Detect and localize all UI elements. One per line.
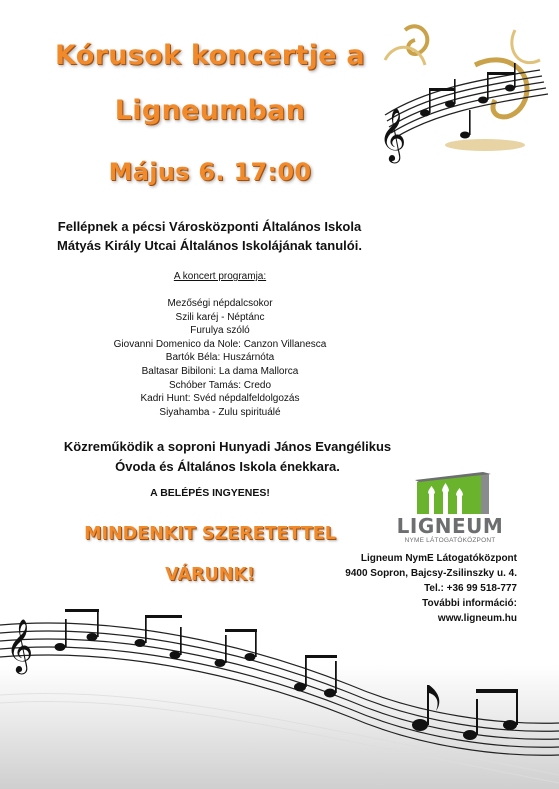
performers-line-2: Mátyás Király Utcai Általános Iskolájának tanulói. <box>57 238 362 253</box>
event-date: Május 6. 17:00 <box>108 158 312 186</box>
program-item: Mezőségi népdalcsokor <box>167 298 273 309</box>
music-staff-decoration <box>0 575 559 789</box>
program-item: Giovanni Domenico da Nole: Canzon Villanesca <box>113 338 327 350</box>
welcome-line-1: MINDENKIT SZERETETTEL <box>84 524 336 544</box>
contact-org: Ligneum NymE Látogatóközpont <box>360 553 517 564</box>
logo-subtitle: NYME LÁTOGATÓKÖZPONT <box>404 537 496 544</box>
program-item: Bartók Béla: Huszárnóta <box>165 352 275 364</box>
program-item: Siyahamba - Zulu spirituálé <box>159 406 281 418</box>
contact-phone: Tel.: +36 99 518-777 <box>424 583 517 594</box>
welcome-line-2: VÁRUNK! <box>165 565 255 585</box>
program-item: Kadri Hunt: Svéd népdalfeldolgozás <box>140 393 300 405</box>
program-label: A koncert programja: <box>173 271 267 282</box>
program-item: Schóber Tamás: Credo <box>168 379 272 391</box>
svg-text:𝄞: 𝄞 <box>6 618 34 672</box>
title-line-2: Ligneumban <box>114 95 306 126</box>
program-item: Szili karéj - Néptánc <box>175 311 265 323</box>
ligneum-logo <box>395 468 505 548</box>
program-item: Baltasar Bibiloni: La dama Mallorca <box>141 365 299 377</box>
contact-info-label: További információ: <box>422 598 517 609</box>
music-notes-decoration <box>365 10 555 170</box>
cooperation-line-1: Közreműködik a soproni Hunyadi János Evangélikus <box>63 439 392 454</box>
performers-line-1: Fellépnek a pécsi Városközponti Általános Iskola <box>57 219 362 234</box>
contact-address: 9400 Sopron, Bajcsy-Zsilinszky u. 4. <box>345 568 517 579</box>
ligneum-building-icon <box>395 468 505 520</box>
title-line-1: Kórusok koncertje a <box>55 40 365 71</box>
admission-note: A BELÉPÉS INGYENES! <box>150 487 270 499</box>
logo-name: LIGNEUM <box>396 514 504 538</box>
contact-website: www.ligneum.hu <box>437 613 517 624</box>
cooperation-line-2: Óvoda és Általános Iskola énekkara. <box>115 459 340 474</box>
program-item: Furulya szóló <box>190 325 250 337</box>
svg-text:𝄞: 𝄞 <box>379 107 407 161</box>
program-list <box>0 297 440 419</box>
